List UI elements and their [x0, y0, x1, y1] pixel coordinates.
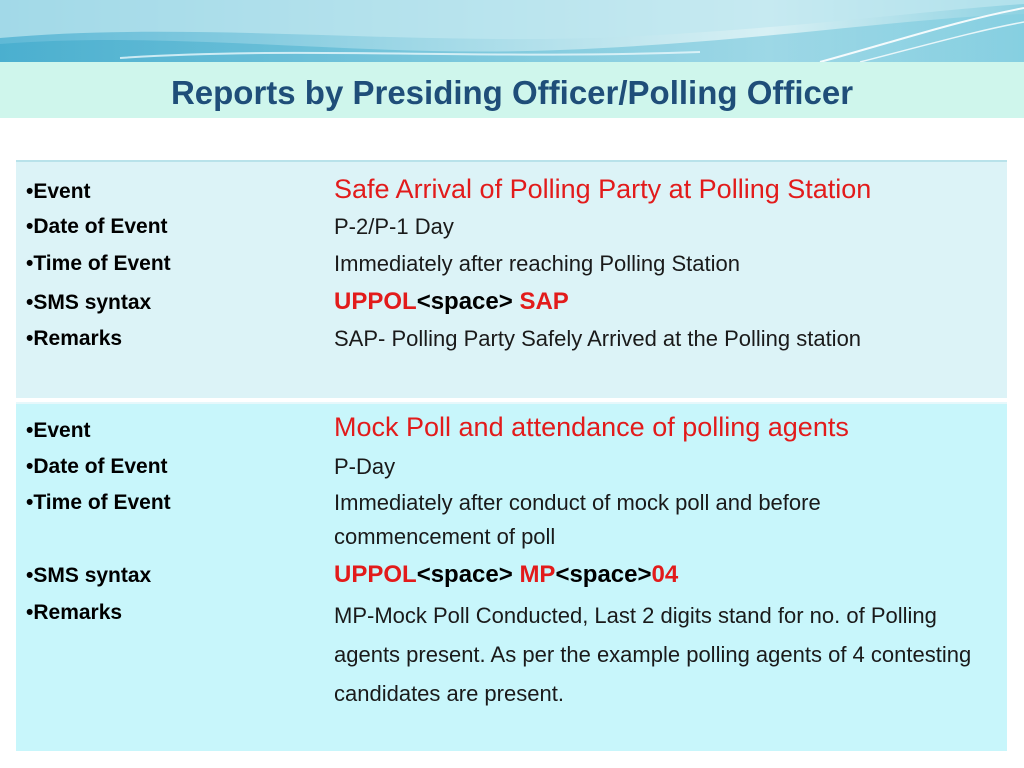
bullet: •: [26, 419, 34, 442]
bullet: •: [26, 180, 34, 203]
field-label-date: •Date of Event: [26, 215, 168, 238]
slide-title: Reports by Presiding Officer/Polling Officer: [170, 74, 854, 111]
field-label-remarks: •Remarks: [26, 601, 123, 624]
event-value: Safe Arrival of Polling Party at Polling Station: [334, 174, 872, 204]
sms-syntax-value: UPPOL<space> MP<space>04: [334, 561, 679, 588]
event-value: Mock Poll and attendance of polling agents: [334, 412, 849, 442]
bullet: •: [26, 455, 34, 478]
field-label-time: •Time of Event: [26, 491, 171, 514]
field-label-sms: •SMS syntax: [26, 291, 152, 314]
time-value: Immediately after reaching Polling Station: [334, 251, 740, 276]
date-value: P-2/P-1 Day: [334, 214, 454, 239]
field-label-time: •Time of Event: [26, 252, 171, 275]
field-label-event: •Event: [26, 419, 91, 442]
bullet: •: [26, 215, 34, 238]
report-panel-mock-poll: [16, 402, 1007, 751]
remarks-value: SAP- Polling Party Safely Arrived at the Polling station: [334, 326, 862, 351]
bullet: •: [26, 327, 34, 350]
field-label-sms: •SMS syntax: [26, 564, 152, 587]
field-label-event: •Event: [26, 180, 91, 203]
bullet: •: [26, 252, 34, 275]
field-label-date: •Date of Event: [26, 455, 168, 478]
bullet: •: [26, 291, 34, 314]
remarks-value: MP-Mock Poll Conducted, Last 2 digits stand for no. of Polling agents present. As per the example polling agents of 4 contesting candidates are present.: [334, 603, 972, 706]
sms-syntax-value: UPPOL<space> SAP: [334, 288, 569, 315]
bullet: •: [26, 601, 34, 624]
report-panel-safe-arrival: [16, 160, 1007, 398]
date-value: P-Day: [334, 454, 396, 479]
field-label-remarks: •Remarks: [26, 327, 123, 350]
time-value: Immediately after conduct of mock poll and before commencement of poll: [334, 490, 821, 549]
bullet: •: [26, 491, 34, 514]
bullet: •: [26, 564, 34, 587]
header-wave-decoration: [0, 0, 1024, 62]
